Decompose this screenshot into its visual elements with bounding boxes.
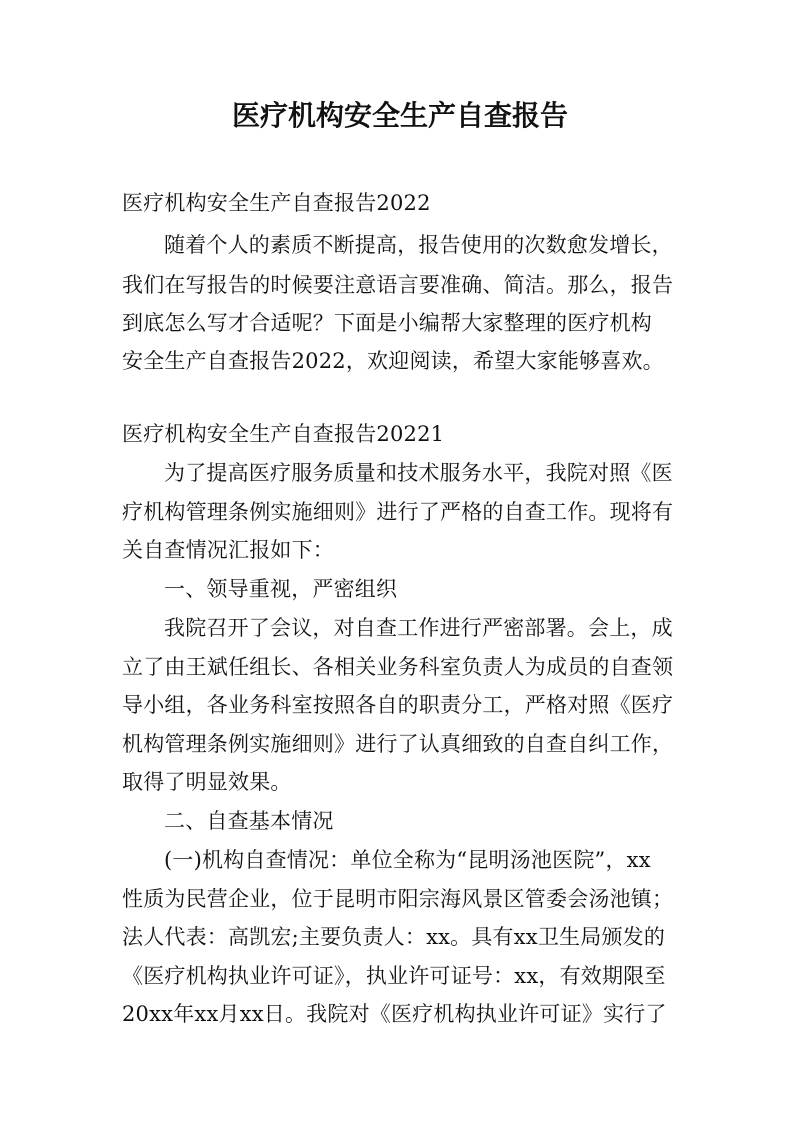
paragraph-line: 20xx年xx月xx日。我院对《医疗机构执业许可证》实行了 [122, 1002, 667, 1026]
paragraph-line: 我们在写报告的时候要注意语言要准确、简洁。那么，报告 [122, 273, 674, 297]
section-heading: 医疗机构安全生产自查报告20221 [122, 422, 445, 446]
paragraph-line: 机构管理条例实施细则》进行了认真细致的自查自纠工作， [122, 732, 674, 756]
paragraph-line: 到底怎么写才合适呢？下面是小编帮大家整理的医疗机构 [122, 311, 652, 335]
paragraph-line: 取得了明显效果。 [122, 770, 292, 794]
paragraph-line: 安全生产自查报告2022，欢迎阅读，希望大家能够喜欢。 [122, 349, 664, 373]
paragraph-line: 我院召开了会议，对自查工作进行严密部署。会上，成 [164, 616, 673, 640]
paragraph-line: 性质为民营企业，位于昆明市阳宗海风景区管委会汤池镇； [122, 887, 674, 911]
paragraph-line: 随着个人的素质不断提高，报告使用的次数愈发增长， [164, 233, 673, 257]
paragraph-line: 法人代表：高凯宏;主要负责人：xx。具有xx卫生局颁发的 [122, 925, 666, 949]
paragraph-line: (一)机构自查情况：单位全称为“昆明汤池医院”，xx [164, 848, 651, 872]
document-title: 医疗机构安全生产自查报告 [231, 99, 568, 132]
paragraph-line: 立了由王斌任组长、各相关业务科室负责人为成员的自查领 [122, 655, 674, 679]
subtitle-line: 医疗机构安全生产自查报告2022 [122, 191, 431, 215]
subheading-line: 二、自查基本情况 [164, 809, 334, 833]
paragraph-line: 关自查情况汇报如下： [122, 538, 334, 562]
paragraph-line: 疗机构管理条例实施细则》进行了严格的自查工作。现将有 [122, 500, 674, 524]
subheading-line: 一、领导重视，严密组织 [164, 577, 398, 601]
paragraph-line: 为了提高医疗服务质量和技术服务水平，我院对照《医 [164, 461, 673, 485]
paragraph-line: 《医疗机构执业许可证》，执业许可证号：xx，有效期限至 [122, 964, 666, 988]
paragraph-line: 导小组，各业务科室按照各自的职责分工，严格对照《医疗 [122, 693, 674, 717]
